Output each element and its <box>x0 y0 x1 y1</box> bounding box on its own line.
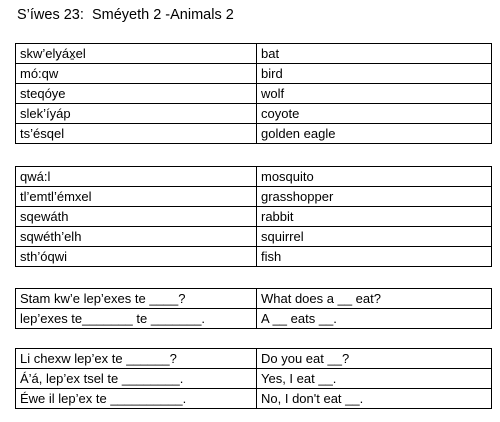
table-row <box>16 44 492 64</box>
halkomelem-cell: steqóye <box>16 84 257 104</box>
phrase-table-what-eats <box>15 288 492 329</box>
halkomelem-cell: sth’óqwi <box>16 247 257 267</box>
halkomelem-cell: ts’ésqel <box>16 124 257 144</box>
table-row <box>16 369 492 389</box>
english-cell: fish <box>257 247 492 267</box>
english-cell: squirrel <box>257 227 492 247</box>
halkomelem-cell: Á’á, lep’ex tsel te ________. <box>16 369 257 389</box>
english-cell: mosquito <box>257 167 492 187</box>
english-cell: A __ eats __. <box>257 309 492 329</box>
table-row <box>16 227 492 247</box>
halkomelem-cell: Éwe il lep’ex te __________. <box>16 389 257 409</box>
table-row <box>16 104 492 124</box>
page-title: S’íwes 23: Sméyeth 2 -Animals 2 <box>17 7 234 23</box>
english-cell: bird <box>257 64 492 84</box>
english-cell: No, I don't eat __. <box>257 389 492 409</box>
table-row <box>16 64 492 84</box>
halkomelem-cell: Li chexw lep’ex te ______? <box>16 349 257 369</box>
english-cell: golden eagle <box>257 124 492 144</box>
vocabulary-table-animals-1 <box>15 43 492 144</box>
vocabulary-table-animals-2 <box>15 166 492 267</box>
table-row <box>16 349 492 369</box>
halkomelem-cell: skw’elyáx̱el <box>16 44 257 64</box>
halkomelem-cell: lep’exes te_______ te _______. <box>16 309 257 329</box>
halkomelem-cell: qwá:l <box>16 167 257 187</box>
halkomelem-cell: sqewáth <box>16 207 257 227</box>
halkomelem-cell: slek’íyáp <box>16 104 257 124</box>
english-cell: coyote <box>257 104 492 124</box>
english-cell: Do you eat __? <box>257 349 492 369</box>
table-row <box>16 187 492 207</box>
table-row <box>16 167 492 187</box>
halkomelem-cell: mó:qw <box>16 64 257 84</box>
english-cell: bat <box>257 44 492 64</box>
table-row <box>16 124 492 144</box>
english-cell: What does a __ eat? <box>257 289 492 309</box>
table-row <box>16 247 492 267</box>
table-row <box>16 309 492 329</box>
phrase-table-do-you-eat <box>15 348 492 409</box>
halkomelem-cell: sqwéth’elh <box>16 227 257 247</box>
table-row <box>16 389 492 409</box>
english-cell: wolf <box>257 84 492 104</box>
table-row <box>16 207 492 227</box>
table-row <box>16 84 492 104</box>
halkomelem-cell: tl’emtl’émxel <box>16 187 257 207</box>
english-cell: rabbit <box>257 207 492 227</box>
table-row <box>16 289 492 309</box>
english-cell: Yes, I eat __. <box>257 369 492 389</box>
halkomelem-cell: Stam kw’e lep’exes te ____? <box>16 289 257 309</box>
english-cell: grasshopper <box>257 187 492 207</box>
